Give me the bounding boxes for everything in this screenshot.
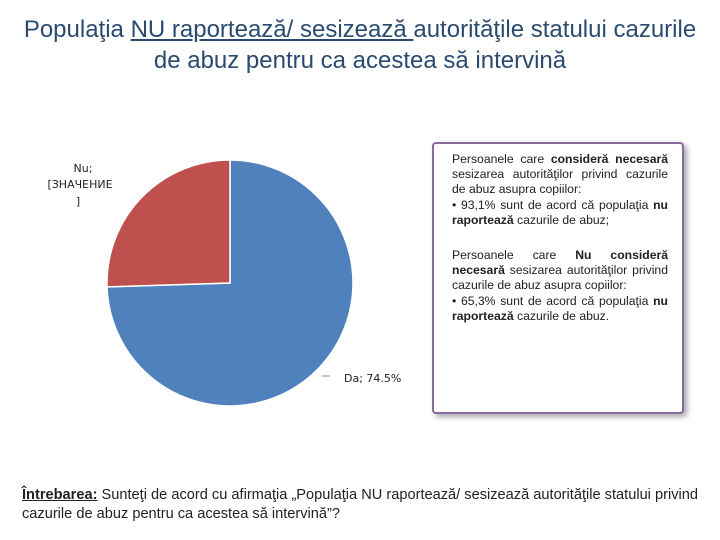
callout-2-text-a: Persoanele care [452,248,576,263]
callout-1-text-b: sesizarea autorităţilor privind cazurile de abuz asupra copiilor: [452,167,668,197]
pie-label-nu-line-3: ] [75,195,81,208]
callout-1-text-c: cazurile de abuz; [513,212,610,227]
pie-chart [0,130,430,420]
callout-1-bold-a: consideră necesară [550,152,668,166]
callout-1-bullet: • 93,1% sunt de acord că populaţia [452,197,654,212]
callout-2-text-b: sesizarea autorităţilor privind cazurile de abuz asupra copiilor: [452,263,668,293]
callout-1-text-a: Persoanele care [452,152,551,166]
callout-2-text-c: cazurile de abuz. [513,308,610,323]
pie-slices [107,160,353,406]
question-text: Sunteţi de acord cu afirmaţia „Populaţia NU raportează/ sesizează autorităţile statului privind cazurile de abuz pentru ca acestea să intervină”? [22,487,698,522]
title-part-3: autorităţile statului cazurile de abuz pentru ca acestea să intervină [153,16,697,74]
callout-2-bold-a: Nu consideră necesară [452,248,668,278]
question-label: Întrebarea: [22,487,98,503]
title-underlined-part: NU raportează/ sesizează [130,16,414,43]
slide-title [20,14,700,76]
pie-label-nu-line-1: Nu; [73,162,93,175]
pie-label-da: Da; 74.5% [344,372,402,385]
survey-question [22,486,698,524]
pie-slice-nu [107,160,230,287]
callout-1-bold-b: nu raportează [452,197,668,227]
callout-2-bold-b: nu raportează [452,293,668,323]
pie-label-nu-line-2: [ЗНАЧЕНИЕ [47,178,113,191]
callout-paragraph-2 [452,248,668,324]
title-part-1: Populaţia [23,16,131,43]
callout-box [432,142,684,414]
callout-2-bullet: • 65,3% sunt de acord că populaţia [452,293,654,308]
callout-paragraph-1 [452,152,668,228]
